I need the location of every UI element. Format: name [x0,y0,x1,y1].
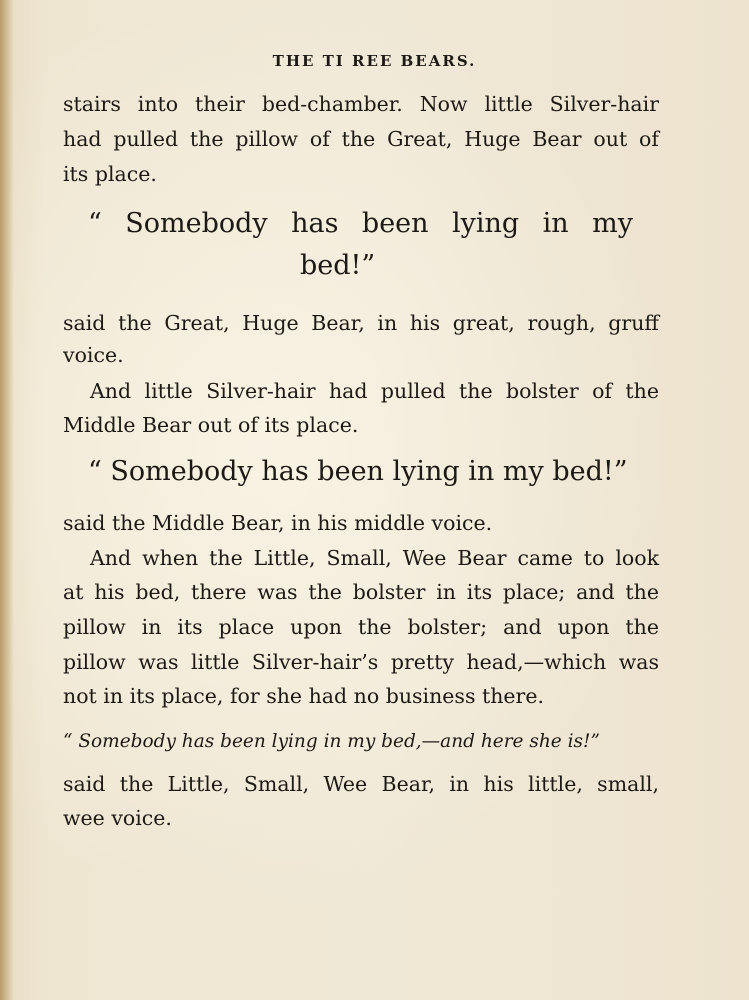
quote-medium: “ Somebody has been lying in my bed!” [88,456,628,487]
quote-italic: “ Somebody has been lying in my bed,—and here she is!” [63,731,600,752]
text-line: not in its place, for she had no business there. [63,684,545,708]
text-line: said the Middle Bear, in his middle voice. [63,511,493,535]
text-line: And when the Little, Small, Wee Bear came to look [90,546,659,570]
text-line: Middle Bear out of its place. [63,413,359,437]
text-line: wee voice. [63,806,172,830]
text-line: at his bed, there was the bolster in its place; and the [63,580,659,604]
text-line: pillow was little Silver-hair’s pretty head,—which was [63,650,659,674]
running-head: THE TI REE BEARS. [272,52,477,70]
text-line: said the Little, Small, Wee Bear, in his little, small, [63,772,659,796]
quote-large: bed!” [300,250,376,281]
text-line: pillow in its place upon the bolster; and upon the [63,615,659,639]
text-line: voice. [63,343,124,367]
quote-large: “ Somebody has been lying in my [88,208,633,239]
text-line: had pulled the pillow of the Great, Huge Bear out of [63,127,659,151]
text-line: said the Great, Huge Bear, in his great, rough, gruff [63,311,659,335]
text-line: stairs into their bed-chamber. Now little Silver-hair [63,92,659,116]
text-line: And little Silver-hair had pulled the bolster of the [90,379,659,403]
page-gutter [0,0,14,1000]
text-line: its place. [63,162,157,186]
